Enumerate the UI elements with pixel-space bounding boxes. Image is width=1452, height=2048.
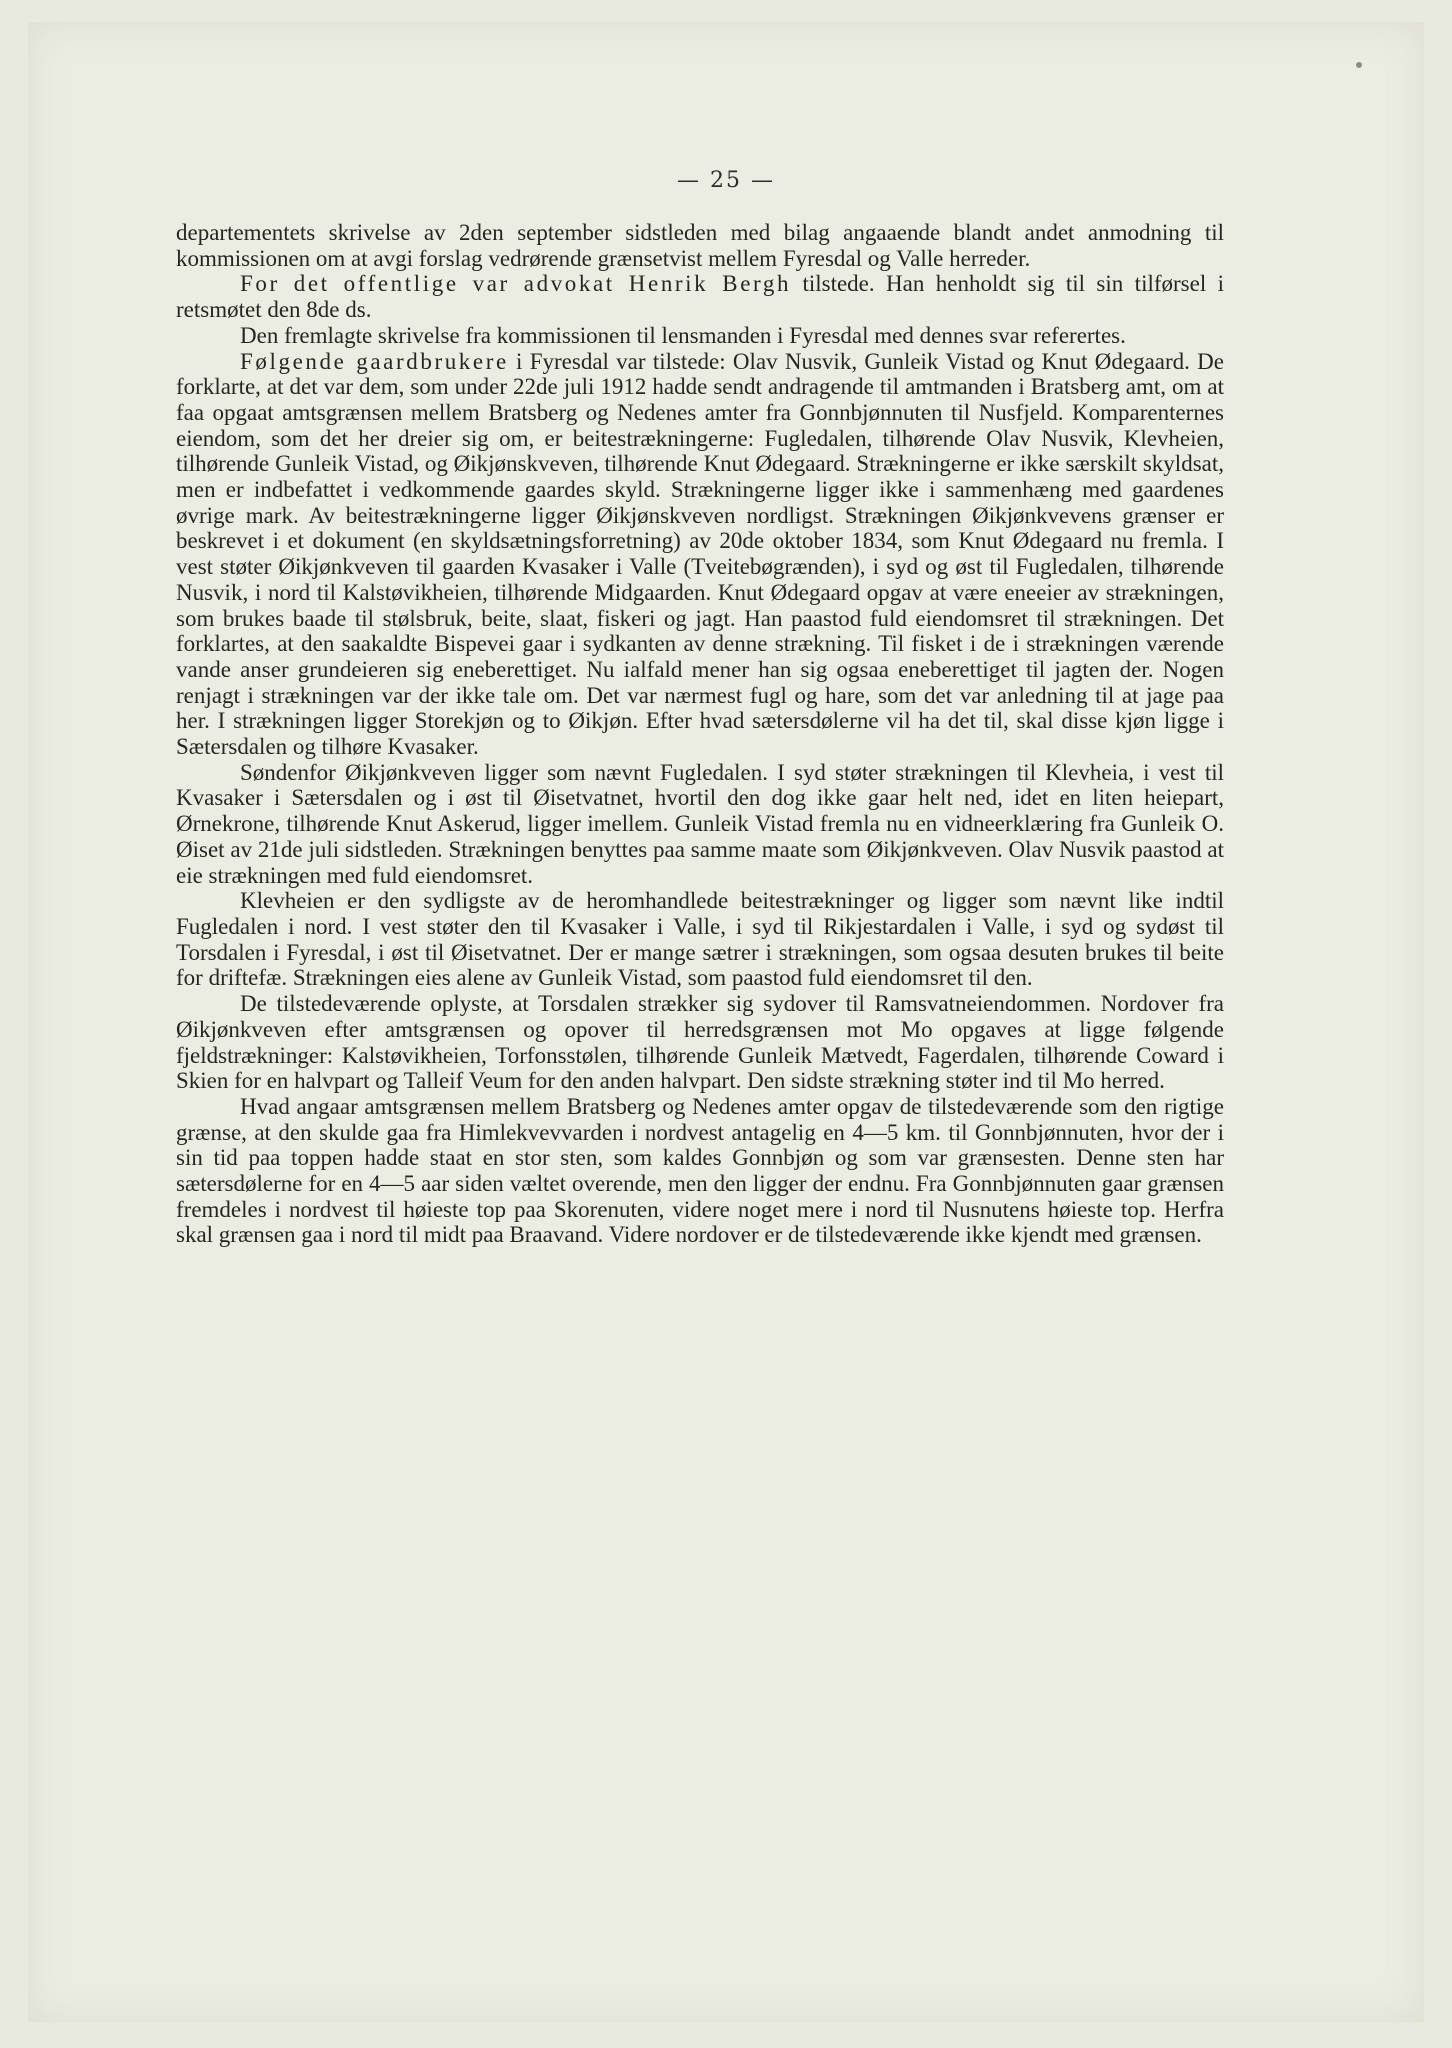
paragraph-4 [176, 349, 1224, 760]
paragraph-5: Søndenfor Øikjønkveven ligger som nævnt Fugledalen. I syd støter strækningen til Klevheia, i vest til Kvasaker i Sætersdalen og i øst til Øisetvatnet, hvortil den dog ikke gaar helt ned, idet en liten heiepart, Ørnekrone, tilhørende Knut Askerud, ligger imellem. Gunleik Vistad fremla nu en vidneerklæring fra Gunleik O. Øiset av 21de juli sidstleden. Strækningen benyttes paa samme maate som Øikjønkveven. Olav Nusvik paastod at eie strækningen med fuld eiendomsret. [176, 759, 1224, 888]
page-number: — 25 — [677, 168, 775, 193]
paragraph-1: departementets skrivelse av 2den september sidstleden med bilag angaaende blandt andet anmodning til kommissionen om at avgi forslag vedrørende grænsetvist mellem Fyresdal og Valle herreder. [176, 220, 1224, 271]
paragraph-text: i Fyresdal var tilstede: Olav Nusvik, Gunleik Vistad og Knut Ødegaard. De forklarte, at det var dem, som under 22de juli 1912 hadde sendt andragende til amtmanden i Bratsberg amt, om at faa opgaat amtsgrænsen mellem Bratsberg og Nedenes amter fra Gonnbjønnuten til Nusfjeld. Komparenternes eiendom, som det her dreier sig om, er beitestrækningerne: Fugledalen, tilhørende Olav Nusvik, Klevheien, tilhørende Gunleik Vistad, og Øikjønskveven, tilhørende Knut Ødegaard. Strækningerne er ikke særskilt skyldsat, men er indbefattet i vedkommende gaardes skyld. Strækningerne ligger ikke i sammenhæng med gaardenes øvrige mark. Av beitestrækningerne ligger Øikjønskveven nordligst. Strækningen Øikjønkvevens grænser er beskrevet i et dokument (en skyldsætningsforretning) av 20de oktober 1834, som Knut Ødegaard nu fremla. I vest støter Øikjønkveven til gaarden Kvasaker i Valle (Tveitebøgrænden), i syd og øst til Fugledalen, tilhørende Nusvik, i nord til Kalstøvikheien, tilhørende Midgaarden. Knut Ødegaard opgav at være eneeier av strækningen, som brukes baade til stølsbruk, beite, slaat, fiskeri og jagt. Han paastod fuld eiendomsret til strækningen. Det forklartes, at den saakaldte Bispevei gaar i sydkanten av denne strækning. Til fisket i de i strækningen værende vande anser grundeieren sig eneberettiget. Nu ialfald mener han sig ogsaa eneberettiget til jagten der. Nogen renjagt i strækningen var der ikke tale om. Det var nærmest fugl og hare, som det var anledning til at jage paa her. I strækningen ligger Storekjøn og to Øikjøn. Efter hvad sætersdølerne vil ha det til, skal disse kjøn ligge i Sætersdalen og tilhøre Kvasaker. [176, 348, 1224, 760]
paragraph-text: tilstede. Han henholdt sig til sin tilførsel i retsmøtet den 8de ds. [176, 271, 1224, 323]
body-text [176, 220, 1224, 1248]
spaced-heading: Følgende gaardbrukere [240, 348, 509, 374]
paragraph-7: De tilstedeværende oplyste, at Torsdalen strækker sig sydover til Ramsvatneiendommen. Nordover fra Øikjønkveven efter amtsgrænsen og opover til herredsgrænsen mot Mo opgaves at ligge følgende fjeldstrækninger: Kalstøvikheien, Torfonsstølen, tilhørende Gunleik Mætvedt, Fagerdalen, tilhørende Coward i Skien for en halvpart og Talleif Veum for den anden halvpart. Den sidste strækning støter ind til Mo herred. [176, 991, 1224, 1094]
paragraph-8: Hvad angaar amtsgrænsen mellem Bratsberg og Nedenes amter opgav de tilstedeværende som den rigtige grænse, at den skulde gaa fra Himlekvevvarden i nordvest antagelig en 4—5 km. til Gonnbjønnuten, hvor der i sin tid paa toppen hadde staat en stor sten, som kaldes Gonnbjøn og som var grænsesten. Denne sten har sætersdølerne for en 4—5 aar siden væltet overende, men den ligger der endnu. Fra Gonnbjønnuten gaar grænsen fremdeles i nordvest til høieste top paa Skorenuten, videre noget mere i nord til Nusnutens høieste top. Herfra skal grænsen gaa i nord til midt paa Braavand. Videre nordover er de tilstedeværende ikke kjendt med grænsen. [176, 1093, 1224, 1248]
paragraph-6: Klevheien er den sydligste av de heromhandlede beitestrækninger og ligger som nævnt like indtil Fugledalen i nord. I vest støter den til Kvasaker i Valle, i syd til Rikjestardalen i Valle, i syd og sydøst til Torsdalen i Fyresdal, i øst til Øisetvatnet. Der er mange sætrer i strækningen, som ogsaa desuten brukes til beite for driftefæ. Strækningen eies alene av Gunleik Vistad, som paastod fuld eiendomsret til den. [176, 888, 1224, 991]
ink-speck [1356, 62, 1362, 68]
spaced-name: For det offentlige var advokat Henrik Bergh [240, 271, 792, 297]
paragraph-3: Den fremlagte skrivelse fra kommissionen til lensmanden i Fyresdal med dennes svar referertes. [240, 322, 1126, 348]
paragraph-2 [176, 271, 1224, 322]
